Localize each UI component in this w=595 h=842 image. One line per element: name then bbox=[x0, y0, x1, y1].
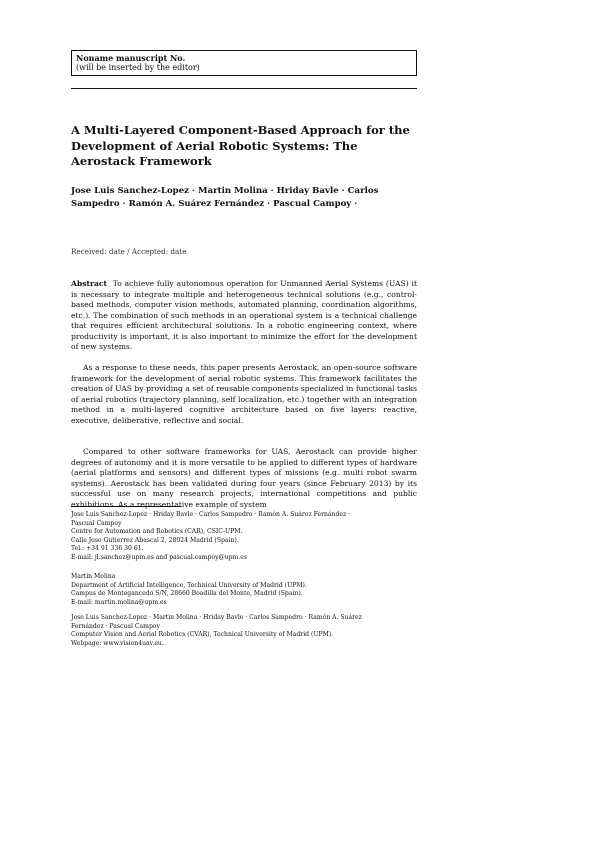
footnote-line: Pascual Campoy bbox=[71, 519, 122, 527]
affiliation-car bbox=[71, 511, 417, 563]
footnote-line: Fernández · Pascual Campoy bbox=[71, 622, 160, 630]
received-date: Received: date / Accepted: date bbox=[71, 247, 187, 256]
footnote-line: Tel.: +34 91 336 30 61. bbox=[71, 545, 144, 553]
footnote-line: Department of Artificial Intelligence, Technical University of Madrid (UPM). bbox=[71, 581, 307, 589]
abstract-paragraph-1 bbox=[71, 279, 417, 353]
affiliation-cvar bbox=[71, 614, 417, 648]
footnote-line: Webpage: www.vision4uav.eu. bbox=[71, 639, 164, 647]
manuscript-info-box bbox=[71, 50, 417, 76]
editor-note: (will be inserted by the editor) bbox=[76, 63, 200, 72]
footnote-line: Martin Molina bbox=[71, 573, 116, 580]
author-list: Jose Luis Sanchez-Lopez · Martin Molina · Hriday Bavle · Carlos Sampedro · Ramón A. Suárez Fernández · Pascual Campoy · bbox=[71, 186, 379, 209]
abstract-paragraph-2: As a response to these needs, this paper presents Aerostack, an open-source software framework for the development of aerial robotic systems. This framework facilitates the creation of UAS by providing a set of reusable components specialized in functional tasks of aerial robotics (trajectory planning, self localization, etc.) together with an integration method in a multi-layered cognitive architecture based on five layers: reactive, executive, deliberative, reflective and social. bbox=[71, 363, 417, 425]
footnote-line: E-mail: martin.molina@upm.es bbox=[71, 598, 167, 606]
abstract-label: Abstract bbox=[71, 279, 108, 288]
footnote-line: Jose Luis Sanchez-Lopez · Hriday Bavle · Carlos Sampedro · Ramón A. Suárez Fernández · bbox=[71, 511, 351, 518]
footnote-line: Centre for Automation and Robotics (CAR), CSIC-UPM. bbox=[71, 528, 243, 536]
footnote-line: Jose Luis Sanchez-Lopez · Martin Molina · Hriday Bavle · Carlos Sampedro · Ramón A. Suárez bbox=[71, 614, 362, 621]
footnote-line: Campus de Montegancedo S/N, 28660 Boadilla del Monte, Madrid (Spain). bbox=[71, 590, 303, 598]
footnote-line: Computer Vision and Aerial Robotics (CVAR), Technical University of Madrid (UPM). bbox=[71, 631, 334, 639]
footnote-line: Calle Jose Gutierrez Abascal 2, 28024 Madrid (Spain). bbox=[71, 536, 239, 544]
abstract-text-1: To achieve fully autonomous operation for Unmanned Aerial Systems (UAS) it is necessary to integrate multiple and heterogeneous technical solutions (e.g., control-based methods, computer vision methods, automated planning, coordination algorithms, etc.). The combination of such methods in an operational system is a technical challenge that requires efficient architectural solutions. In a robotic engineering context, where productivity is important, it is also important to minimize the effort for the development of new systems. bbox=[71, 279, 418, 352]
footnote-line: E-mail: jl.sanchez@upm.es and pascual.campoy@upm.es bbox=[71, 553, 247, 561]
abstract-paragraph-3: Compared to other software frameworks for UAS, Aerostack can provide higher degrees of autonomy and it is more versatile to be applied to different types of hardware (aerial platforms and sensors) and different types of missions (e.g. multi robot swarm systems). Aerostack has been validated during four years (since February 2013) by its successful use on many research projects, international competitions and public exhibitions. As a representative example of system bbox=[71, 447, 417, 509]
paper-title: A Multi-Layered Component-Based Approach for the Development of Aerial Robotic Systems: The Aerostack Framework bbox=[71, 123, 410, 168]
affiliation-upm-ai bbox=[71, 573, 417, 607]
manuscript-number: Noname manuscript No. bbox=[76, 53, 186, 63]
header-rule bbox=[71, 88, 417, 89]
footnote-rule bbox=[71, 506, 181, 507]
